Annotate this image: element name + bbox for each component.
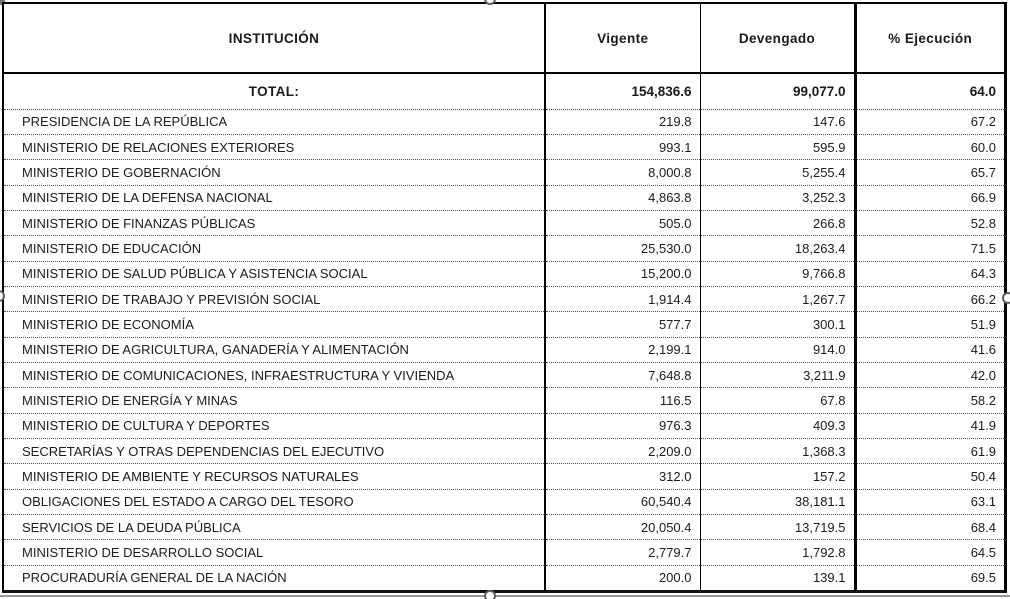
table-row	[4, 438, 1004, 463]
institucion-cell: PRESIDENCIA DE LA REPÚBLICA	[4, 109, 545, 134]
pct-cell: 65.7	[855, 160, 1004, 185]
institucion-cell: MINISTERIO DE LA DEFENSA NACIONAL	[4, 185, 545, 210]
devengado-cell: 9,766.8	[700, 261, 855, 286]
selection-bottom-edge	[0, 595, 1010, 597]
devengado-cell: 18,263.4	[700, 236, 855, 261]
vigente-cell: 976.3	[545, 413, 700, 438]
table-row	[4, 413, 1004, 438]
devengado-cell: 300.1	[700, 312, 855, 337]
selection-handle-right[interactable]	[1002, 292, 1010, 304]
pct-cell: 64.5	[855, 540, 1004, 565]
devengado-cell: 1,267.7	[700, 286, 855, 311]
institucion-cell: PROCURADURÍA GENERAL DE LA NACIÓN	[22, 570, 287, 586]
selection-corner-mark	[0, 0, 5, 5]
institucion-cell: MINISTERIO DE FINANZAS PÚBLICAS	[4, 210, 545, 235]
devengado-cell: 38,181.1	[700, 489, 855, 514]
pct-cell: 51.9	[855, 312, 1004, 337]
table-row	[4, 515, 1004, 540]
total-vigente-value: 154,836.6	[545, 73, 700, 109]
pct-cell: 41.6	[855, 337, 1004, 362]
institucion-cell: MINISTERIO DE GOBERNACIÓN	[4, 160, 545, 185]
pct-cell: 52.8	[855, 210, 1004, 235]
total-label: TOTAL:	[4, 73, 545, 109]
devengado-cell: 1,792.8	[700, 540, 855, 565]
table-row	[4, 388, 1004, 413]
vigente-cell: 200.0	[545, 565, 700, 590]
institucion-cell: MINISTERIO DE AGRICULTURA, GANADERÍA Y ALIMENTACIÓN	[4, 337, 545, 362]
col-header-institucion: INSTITUCIÓN	[4, 4, 545, 73]
table-row	[4, 464, 1004, 489]
pct-cell: 64.3	[855, 261, 1004, 286]
vigente-cell: 312.0	[545, 464, 700, 489]
institucion-cell: MINISTERIO DE COMUNICACIONES, INFRAESTRUCTURA Y VIVIENDA	[4, 362, 545, 387]
vigente-cell: 116.5	[545, 388, 700, 413]
devengado-cell: 13,719.5	[700, 515, 855, 540]
vigente-cell: 2,209.0	[545, 438, 700, 463]
table-row	[4, 286, 1004, 311]
selection-handle-bottom[interactable]	[484, 590, 496, 599]
table-row	[4, 160, 1004, 185]
pct-cell: 42.0	[855, 362, 1004, 387]
table-row	[4, 261, 1004, 286]
header-row	[4, 4, 1004, 73]
devengado-cell: 409.3	[700, 413, 855, 438]
institucion-cell: MINISTERIO DE TRABAJO Y PREVISIÓN SOCIAL	[4, 286, 545, 311]
institutions-table	[4, 4, 1004, 590]
institucion-cell: MINISTERIO DE ECONOMÍA	[4, 312, 545, 337]
col-header-devengado: Devengado	[700, 4, 855, 73]
table-row	[4, 210, 1004, 235]
institucion-cell: MINISTERIO DE CULTURA Y DEPORTES	[4, 413, 545, 438]
table-row	[4, 109, 1004, 134]
total-devengado-value: 99,077.0	[700, 73, 855, 109]
table-row	[4, 312, 1004, 337]
total-pct-value: 64.0	[855, 73, 1004, 109]
pct-cell: 58.2	[855, 388, 1004, 413]
pct-cell: 50.4	[855, 464, 1004, 489]
budget-execution-table	[2, 2, 1007, 593]
pct-cell: 60.0	[855, 134, 1004, 159]
devengado-cell: 139.1	[700, 565, 855, 590]
vigente-cell: 4,863.8	[545, 185, 700, 210]
pct-cell: 41.9	[855, 413, 1004, 438]
table-row	[4, 185, 1004, 210]
institucion-cell: MINISTERIO DE EDUCACIÓN	[4, 236, 545, 261]
institucion-cell: MINISTERIO DE DESARROLLO SOCIAL	[4, 540, 545, 565]
pct-cell: 61.9	[855, 438, 1004, 463]
col-header-pct-ejecucion: % Ejecución	[855, 4, 1004, 73]
vigente-cell: 577.7	[545, 312, 700, 337]
vigente-cell: 60,540.4	[545, 489, 700, 514]
vigente-cell: 219.8	[545, 109, 700, 134]
devengado-cell: 914.0	[700, 337, 855, 362]
pct-cell: 66.2	[855, 286, 1004, 311]
pct-cell: 71.5	[855, 236, 1004, 261]
devengado-cell: 266.8	[700, 210, 855, 235]
pct-cell: 66.9	[855, 185, 1004, 210]
institucion-cell: MINISTERIO DE ENERGÍA Y MINAS	[4, 388, 545, 413]
institucion-cell: MINISTERIO DE SALUD PÚBLICA Y ASISTENCIA SOCIAL	[4, 261, 545, 286]
devengado-cell: 595.9	[700, 134, 855, 159]
vigente-cell: 993.1	[545, 134, 700, 159]
devengado-cell: 3,211.9	[700, 362, 855, 387]
table-row	[4, 362, 1004, 387]
pct-cell: 68.4	[855, 515, 1004, 540]
table-row	[4, 540, 1004, 565]
table-row	[4, 337, 1004, 362]
total-row	[4, 73, 1004, 109]
institucion-cell: SECRETARÍAS Y OTRAS DEPENDENCIAS DEL EJECUTIVO	[4, 438, 545, 463]
table-row	[4, 134, 1004, 159]
institucion-cell: OBLIGACIONES DEL ESTADO A CARGO DEL TESORO	[4, 489, 545, 514]
col-header-vigente: Vigente	[545, 4, 700, 73]
vigente-cell: 7,648.8	[545, 362, 700, 387]
pct-cell: 63.1	[855, 489, 1004, 514]
devengado-cell: 3,252.3	[700, 185, 855, 210]
table-row	[4, 489, 1004, 514]
table-row	[4, 236, 1004, 261]
vigente-cell: 20,050.4	[545, 515, 700, 540]
table-row	[4, 565, 1004, 590]
pct-cell: 69.5	[855, 565, 1004, 590]
devengado-cell: 1,368.3	[700, 438, 855, 463]
pct-cell: 67.2	[855, 109, 1004, 134]
institucion-cell: SERVICIOS DE LA DEUDA PÚBLICA	[4, 515, 545, 540]
devengado-cell: 157.2	[700, 464, 855, 489]
vigente-cell: 25,530.0	[545, 236, 700, 261]
institucion-cell: MINISTERIO DE RELACIONES EXTERIORES	[4, 134, 545, 159]
devengado-cell: 147.6	[700, 109, 855, 134]
institucion-cell: MINISTERIO DE AMBIENTE Y RECURSOS NATURALES	[4, 464, 545, 489]
vigente-cell: 505.0	[545, 210, 700, 235]
devengado-cell: 67.8	[700, 388, 855, 413]
vigente-cell: 1,914.4	[545, 286, 700, 311]
vigente-cell: 8,000.8	[545, 160, 700, 185]
devengado-cell: 5,255.4	[700, 160, 855, 185]
vigente-cell: 2,199.1	[545, 337, 700, 362]
vigente-cell: 2,779.7	[545, 540, 700, 565]
vigente-cell: 15,200.0	[545, 261, 700, 286]
